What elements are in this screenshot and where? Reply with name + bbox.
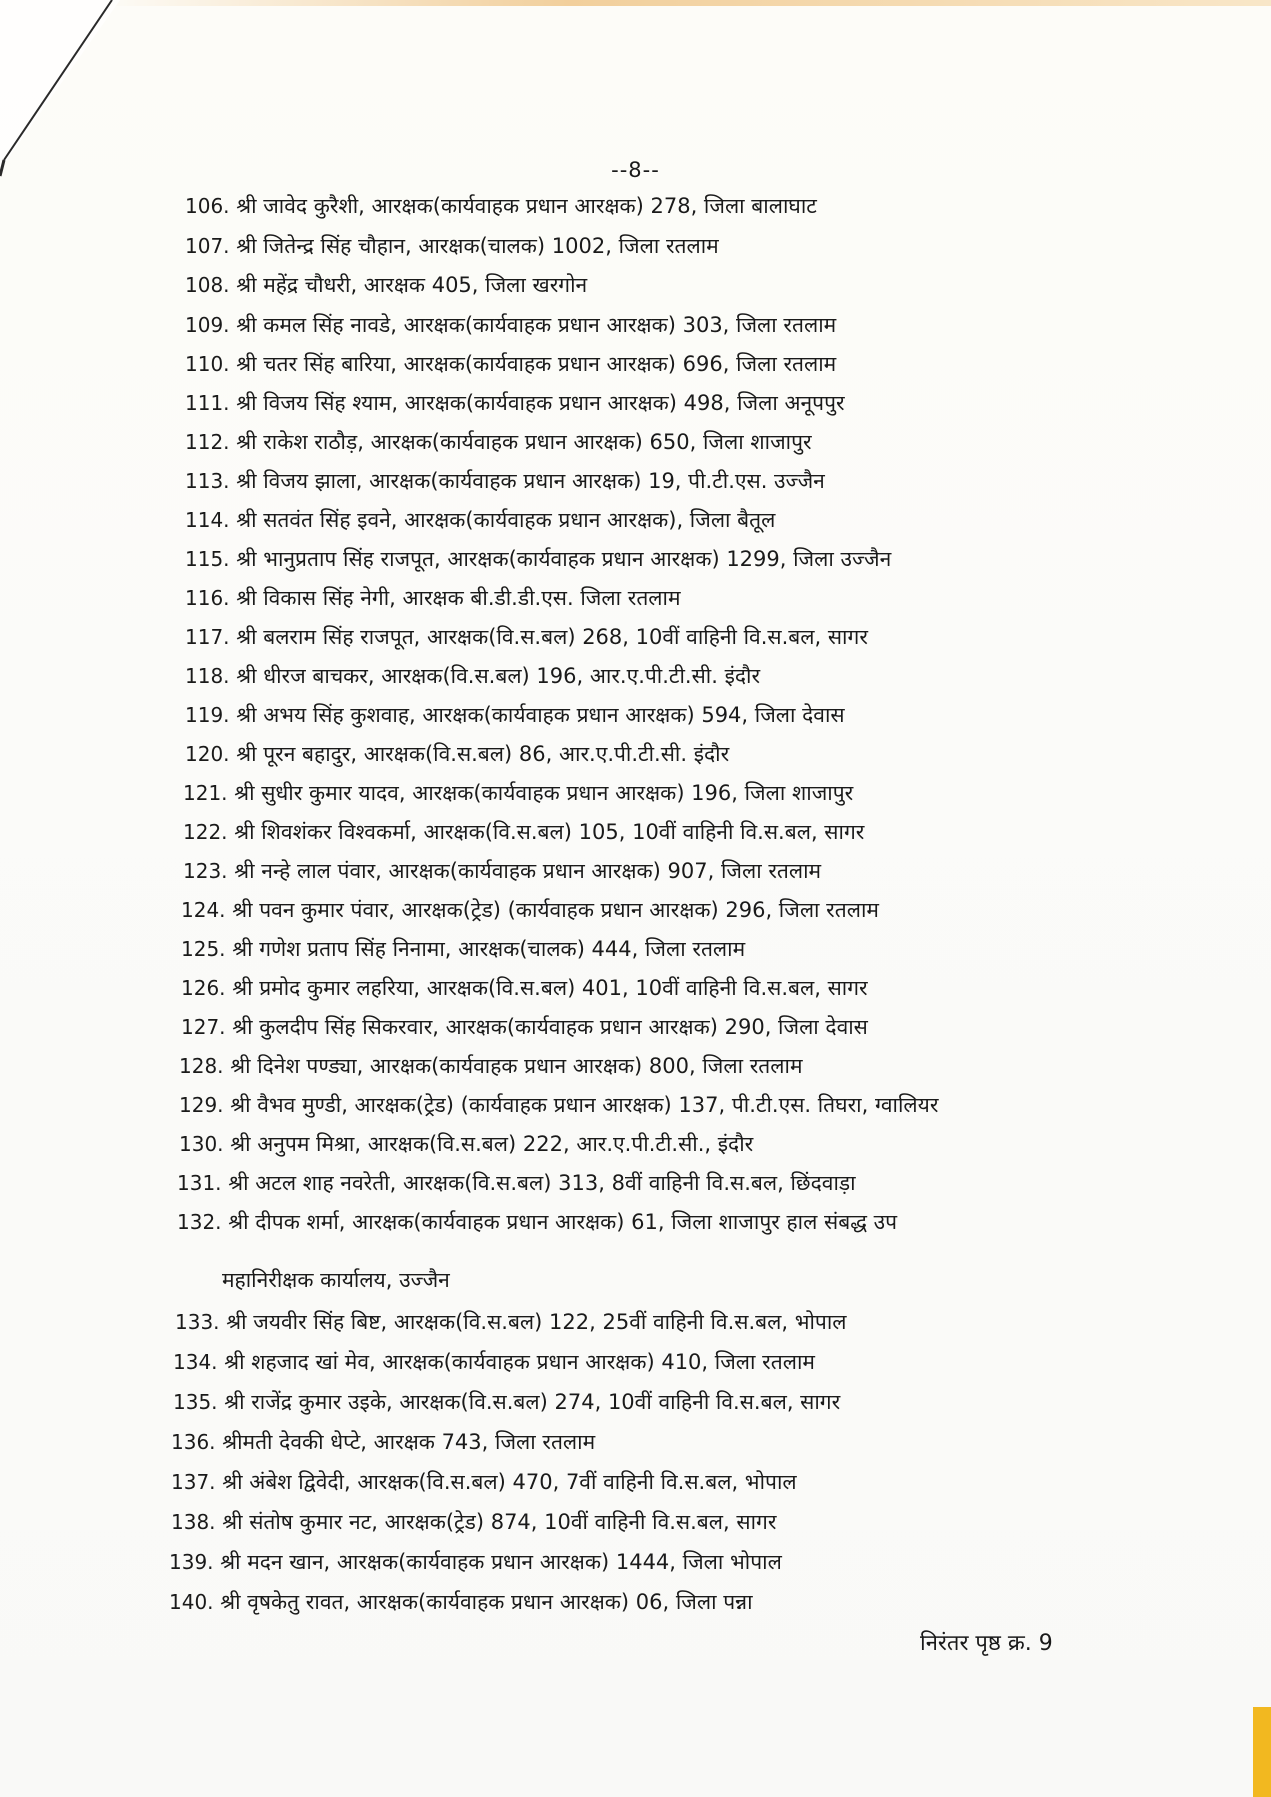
list-item xyxy=(181,974,868,1002)
entry-text: श्री विजय झाला, आरक्षक(कार्यवाहक प्रधान आरक्षक) 19, पी.टी.एस. उज्जैन xyxy=(236,469,825,493)
entry-text: श्री नन्हे लाल पंवार, आरक्षक(कार्यवाहक प्रधान आरक्षक) 907, जिला रतलाम xyxy=(234,859,822,883)
entry-text: श्री जयवीर सिंह बिष्ट, आरक्षक(वि.स.बल) 122, 25वीं वाहिनी वि.स.बल, भोपाल xyxy=(226,1310,847,1334)
entry-number: 125. xyxy=(181,937,226,961)
entry-number: 113. xyxy=(185,469,230,493)
list-item xyxy=(185,701,845,729)
entry-number: 128. xyxy=(179,1054,224,1078)
entry-continuation: महानिरीक्षक कार्यालय, उज्जैन xyxy=(222,1268,450,1292)
list-item xyxy=(169,1548,782,1576)
entry-text: श्री शिवशंकर विश्वकर्मा, आरक्षक(वि.स.बल) 105, 10वीं वाहिनी वि.स.बल, सागर xyxy=(234,820,865,844)
entry-number: 115. xyxy=(185,547,230,571)
list-item xyxy=(179,1052,803,1080)
list-item xyxy=(177,1208,897,1236)
entry-text: श्री संतोष कुमार नट, आरक्षक(ट्रेड) 874, 10वीं वाहिनी वि.स.बल, सागर xyxy=(222,1510,777,1534)
list-item xyxy=(185,271,587,299)
entry-text: श्रीमती देवकी धेप्टे, आरक्षक 743, जिला रतलाम xyxy=(222,1430,596,1454)
entry-number: 139. xyxy=(169,1550,214,1574)
entry-text: श्री जावेद कुरैशी, आरक्षक(कार्यवाहक प्रधान आरक्षक) 278, जिला बालाघाट xyxy=(236,194,817,218)
entry-number: 127. xyxy=(181,1015,226,1039)
list-item xyxy=(185,662,760,690)
list-item xyxy=(183,779,853,807)
list-item xyxy=(181,1013,868,1041)
entry-text: श्री अंबेश द्विवेदी, आरक्षक(वि.स.बल) 470, 7वीं वाहिनी वि.स.बल, भोपाल xyxy=(222,1470,797,1494)
list-item xyxy=(175,1308,847,1336)
entry-number: 119. xyxy=(185,703,230,727)
entry-text: श्री बलराम सिंह राजपूत, आरक्षक(वि.स.बल) 268, 10वीं वाहिनी वि.स.बल, सागर xyxy=(236,625,868,649)
list-item xyxy=(171,1508,776,1536)
list-item xyxy=(185,232,719,260)
list-item xyxy=(169,1588,753,1616)
list-item xyxy=(185,545,891,573)
entry-number: 114. xyxy=(185,508,230,532)
list-item xyxy=(179,1091,938,1119)
list-item xyxy=(185,350,836,378)
entry-number: 138. xyxy=(171,1510,216,1534)
entry-number: 109. xyxy=(185,313,230,337)
entry-number: 117. xyxy=(185,625,230,649)
entry-text: श्री प्रमोद कुमार लहरिया, आरक्षक(वि.स.बल) 401, 10वीं वाहिनी वि.स.बल, सागर xyxy=(232,976,868,1000)
list-item xyxy=(185,506,775,534)
list-item xyxy=(183,818,864,846)
entry-text: श्री अनुपम मिश्रा, आरक्षक(वि.स.बल) 222, आर.ए.पी.टी.सी., इंदौर xyxy=(230,1132,754,1156)
entry-text: श्री भानुप्रताप सिंह राजपूत, आरक्षक(कार्यवाहक प्रधान आरक्षक) 1299, जिला उज्जैन xyxy=(236,547,892,571)
entry-text: श्री पवन कुमार पंवार, आरक्षक(ट्रेड) (कार्यवाहक प्रधान आरक्षक) 296, जिला रतलाम xyxy=(232,898,879,922)
entry-number: 108. xyxy=(185,273,230,297)
list-item xyxy=(185,740,729,768)
entry-number: 124. xyxy=(181,898,226,922)
entry-text: श्री वृषकेतु रावत, आरक्षक(कार्यवाहक प्रधान आरक्षक) 06, जिला पन्ना xyxy=(220,1590,753,1614)
list-item xyxy=(173,1388,840,1416)
entry-text: श्री अभय सिंह कुशवाह, आरक्षक(कार्यवाहक प्रधान आरक्षक) 594, जिला देवास xyxy=(236,703,845,727)
entry-text: श्री जितेन्द्र सिंह चौहान, आरक्षक(चालक) 1002, जिला रतलाम xyxy=(236,234,719,258)
continued-note: निरंतर पृष्ठ क्र. 9 xyxy=(920,1631,1053,1656)
entry-text: श्री दीपक शर्मा, आरक्षक(कार्यवाहक प्रधान आरक्षक) 61, जिला शाजापुर हाल संबद्ध उप xyxy=(228,1210,898,1234)
list-item xyxy=(183,857,821,885)
entry-text: श्री सुधीर कुमार यादव, आरक्षक(कार्यवाहक प्रधान आरक्षक) 196, जिला शाजापुर xyxy=(234,781,854,805)
entry-text: श्री पूरन बहादुर, आरक्षक(वि.स.बल) 86, आर.ए.पी.टी.सी. इंदौर xyxy=(236,742,730,766)
entry-number: 135. xyxy=(173,1390,218,1414)
entry-number: 123. xyxy=(183,859,228,883)
list-item xyxy=(181,935,745,963)
list-item xyxy=(181,896,879,924)
entry-number: 118. xyxy=(185,664,230,688)
list-item xyxy=(185,623,868,651)
entry-number: 140. xyxy=(169,1590,214,1614)
list-item xyxy=(173,1348,815,1376)
list-item xyxy=(185,584,681,612)
entry-text: श्री गणेश प्रताप सिंह निनामा, आरक्षक(चालक) 444, जिला रतलाम xyxy=(232,937,746,961)
entry-number: 122. xyxy=(183,820,228,844)
entry-number: 129. xyxy=(179,1093,224,1117)
entry-text: श्री राजेंद्र कुमार उइके, आरक्षक(वि.स.बल) 274, 10वीं वाहिनी वि.स.बल, सागर xyxy=(224,1390,841,1414)
entry-number: 106. xyxy=(185,194,230,218)
entry-text: श्री दिनेश पण्ड्या, आरक्षक(कार्यवाहक प्रधान आरक्षक) 800, जिला रतलाम xyxy=(230,1054,803,1078)
list-item xyxy=(179,1130,753,1158)
entry-number: 132. xyxy=(177,1210,222,1234)
entry-text: श्री महेंद्र चौधरी, आरक्षक 405, जिला खरगोन xyxy=(236,273,588,297)
entry-text: श्री कमल सिंह नावडे, आरक्षक(कार्यवाहक प्रधान आरक्षक) 303, जिला रतलाम xyxy=(236,313,837,337)
entry-number: 134. xyxy=(173,1350,218,1374)
list-item xyxy=(185,467,825,495)
page-number: --8-- xyxy=(611,158,660,182)
entry-text: श्री राकेश राठौड़, आरक्षक(कार्यवाहक प्रधान आरक्षक) 650, जिला शाजापुर xyxy=(236,430,812,454)
entry-text: श्री मदन खान, आरक्षक(कार्यवाहक प्रधान आरक्षक) 1444, जिला भोपाल xyxy=(220,1550,782,1574)
entry-number: 126. xyxy=(181,976,226,1000)
entry-number: 111. xyxy=(185,391,230,415)
entry-number: 112. xyxy=(185,430,230,454)
entry-text: श्री वैभव मुण्डी, आरक्षक(ट्रेड) (कार्यवाहक प्रधान आरक्षक) 137, पी.टी.एस. तिघरा, ग्वालियर xyxy=(230,1093,939,1117)
entry-text: श्री धीरज बाचकर, आरक्षक(वि.स.बल) 196, आर.ए.पी.टी.सी. इंदौर xyxy=(236,664,761,688)
entry-text: श्री चतर सिंह बारिया, आरक्षक(कार्यवाहक प्रधान आरक्षक) 696, जिला रतलाम xyxy=(236,352,837,376)
list-item xyxy=(185,428,812,456)
list-item xyxy=(185,192,817,220)
list-item xyxy=(177,1169,856,1197)
entry-text: श्री शहजाद खां मेव, आरक्षक(कार्यवाहक प्रधान आरक्षक) 410, जिला रतलाम xyxy=(224,1350,815,1374)
entry-number: 107. xyxy=(185,234,230,258)
entry-number: 130. xyxy=(179,1132,224,1156)
entry-text: श्री विजय सिंह श्याम, आरक्षक(कार्यवाहक प्रधान आरक्षक) 498, जिला अनूपपुर xyxy=(236,391,845,415)
entry-text: श्री सतवंत सिंह इवने, आरक्षक(कार्यवाहक प्रधान आरक्षक), जिला बैतूल xyxy=(236,508,776,532)
entry-number: 121. xyxy=(183,781,228,805)
entry-text: श्री विकास सिंह नेगी, आरक्षक बी.डी.डी.एस. जिला रतलाम xyxy=(236,586,681,610)
entry-number: 131. xyxy=(177,1171,222,1195)
entry-number: 136. xyxy=(171,1430,216,1454)
list-item xyxy=(171,1428,595,1456)
entry-number: 133. xyxy=(175,1310,220,1334)
entry-number: 137. xyxy=(171,1470,216,1494)
entry-text: श्री कुलदीप सिंह सिकरवार, आरक्षक(कार्यवाहक प्रधान आरक्षक) 290, जिला देवास xyxy=(232,1015,868,1039)
entry-text: श्री अटल शाह नवरेती, आरक्षक(वि.स.बल) 313, 8वीं वाहिनी वि.स.बल, छिंदवाड़ा xyxy=(228,1171,856,1195)
entry-number: 120. xyxy=(185,742,230,766)
list-item xyxy=(185,389,845,417)
list-item xyxy=(171,1468,797,1496)
list-item xyxy=(185,311,836,339)
entry-number: 116. xyxy=(185,586,230,610)
entry-number: 110. xyxy=(185,352,230,376)
